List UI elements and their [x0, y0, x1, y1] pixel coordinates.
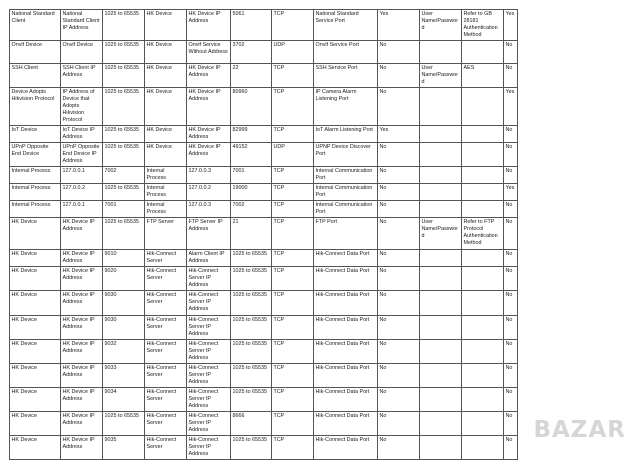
- cell-modifiable: No: [504, 388, 518, 412]
- cell-protocol: TCP: [272, 88, 314, 126]
- cell-auth-method: [420, 267, 462, 291]
- cell-modifiable: No: [504, 41, 518, 64]
- cell-encryption: [462, 291, 504, 316]
- cell-port-description: Internal Communication Port: [314, 184, 378, 201]
- cell-source-object: HK Device: [10, 364, 61, 388]
- document-page: [9, 9, 517, 460]
- table-row: [10, 267, 518, 291]
- cell-port-description: Hik-Connect Data Port: [314, 364, 378, 388]
- cell-modifiable: Yes: [504, 10, 518, 41]
- cell-port-description: Hik-Connect Data Port: [314, 267, 378, 291]
- cell-auth-method: User Name/Password: [420, 218, 462, 250]
- cell-port-description: UPNP Device Discover Port: [314, 143, 378, 167]
- cell-target-port: 22: [231, 64, 272, 88]
- cell-source-ip: HK Device IP Address: [61, 267, 103, 291]
- cell-protocol: TCP: [272, 412, 314, 436]
- cell-target-object: Hik-Connect Server: [145, 316, 187, 340]
- cell-source-port: 9020: [103, 267, 145, 291]
- cell-encryption: [462, 126, 504, 143]
- cell-target-object: HK Device: [145, 10, 187, 41]
- cell-target-object: Hik-Connect Server: [145, 388, 187, 412]
- cell-auth-method: [420, 340, 462, 364]
- cell-target-ip: HK Device IP Address: [187, 10, 231, 41]
- table-row: [10, 250, 518, 267]
- cell-protocol: TCP: [272, 167, 314, 184]
- table-row: [10, 41, 518, 64]
- cell-port-description: Hik-Connect Data Port: [314, 291, 378, 316]
- cell-encryption: [462, 340, 504, 364]
- cell-external-access: Yes: [378, 126, 420, 143]
- cell-target-port: 5061: [231, 10, 272, 41]
- cell-source-ip: HK Device IP Address: [61, 291, 103, 316]
- cell-auth-method: [420, 184, 462, 201]
- cell-port-description: IP Camera Alarm Listening Port: [314, 88, 378, 126]
- cell-source-port: 7001: [103, 201, 145, 218]
- cell-target-port: 1025 to 65535: [231, 340, 272, 364]
- cell-external-access: No: [378, 340, 420, 364]
- cell-source-object: Onvif Device: [10, 41, 61, 64]
- cell-auth-method: [420, 412, 462, 436]
- cell-target-object: HK Device: [145, 41, 187, 64]
- cell-source-port: 9034: [103, 388, 145, 412]
- cell-target-object: HK Device: [145, 143, 187, 167]
- cell-source-ip: HK Device IP Address: [61, 412, 103, 436]
- cell-encryption: [462, 184, 504, 201]
- cell-source-port: 9010: [103, 250, 145, 267]
- cell-external-access: No: [378, 41, 420, 64]
- table-row: [10, 340, 518, 364]
- cell-protocol: TCP: [272, 10, 314, 41]
- cell-target-port: 21: [231, 218, 272, 250]
- cell-source-ip: 127.0.0.1: [61, 201, 103, 218]
- table-row: [10, 388, 518, 412]
- cell-protocol: TCP: [272, 184, 314, 201]
- cell-external-access: No: [378, 291, 420, 316]
- cell-target-port: 1025 to 65535: [231, 316, 272, 340]
- cell-external-access: No: [378, 64, 420, 88]
- cell-source-port: 9032: [103, 340, 145, 364]
- cell-target-ip: Hik-Connect Server IP Address: [187, 436, 231, 460]
- cell-target-port: 1025 to 65535: [231, 267, 272, 291]
- table-row: [10, 167, 518, 184]
- cell-source-port: 1025 to 65535: [103, 412, 145, 436]
- cell-target-object: Internal Process: [145, 167, 187, 184]
- cell-target-ip: Hik-Connect Server IP Address: [187, 412, 231, 436]
- cell-auth-method: [420, 364, 462, 388]
- table-row: [10, 143, 518, 167]
- cell-source-object: HK Device: [10, 250, 61, 267]
- cell-encryption: [462, 388, 504, 412]
- cell-target-object: Hik-Connect Server: [145, 250, 187, 267]
- cell-encryption: [462, 316, 504, 340]
- cell-external-access: No: [378, 267, 420, 291]
- cell-auth-method: [420, 316, 462, 340]
- cell-port-description: National Standard Service Port: [314, 10, 378, 41]
- cell-external-access: No: [378, 88, 420, 126]
- cell-source-port: 1025 to 65535: [103, 88, 145, 126]
- cell-source-port: 1025 to 65535: [103, 184, 145, 201]
- cell-external-access: No: [378, 388, 420, 412]
- cell-auth-method: User Name/Password: [420, 64, 462, 88]
- cell-modifiable: No: [504, 167, 518, 184]
- cell-auth-method: [420, 143, 462, 167]
- cell-target-object: HK Device: [145, 126, 187, 143]
- cell-external-access: Yes: [378, 10, 420, 41]
- cell-target-port: 1025 to 65535: [231, 436, 272, 460]
- cell-target-ip: FTP Server IP Address: [187, 218, 231, 250]
- cell-protocol: TCP: [272, 291, 314, 316]
- cell-source-port: 1025 to 65535: [103, 10, 145, 41]
- bazar-watermark-logo: BAZAR: [533, 417, 626, 443]
- cell-encryption: [462, 250, 504, 267]
- cell-source-ip: 127.0.0.1: [61, 167, 103, 184]
- cell-external-access: No: [378, 201, 420, 218]
- cell-source-object: Internal Process: [10, 201, 61, 218]
- cell-external-access: No: [378, 143, 420, 167]
- table-row: [10, 364, 518, 388]
- cell-target-ip: Hik-Connect Server IP Address: [187, 291, 231, 316]
- table-row: [10, 88, 518, 126]
- cell-port-description: Onvif Service Port: [314, 41, 378, 64]
- cell-external-access: No: [378, 218, 420, 250]
- cell-auth-method: [420, 126, 462, 143]
- cell-protocol: TCP: [272, 218, 314, 250]
- cell-protocol: UDP: [272, 143, 314, 167]
- cell-source-port: 7002: [103, 167, 145, 184]
- cell-auth-method: [420, 201, 462, 218]
- cell-modifiable: No: [504, 316, 518, 340]
- cell-auth-method: [420, 250, 462, 267]
- cell-source-ip: UPnP Opposite End Device IP Address: [61, 143, 103, 167]
- cell-external-access: No: [378, 364, 420, 388]
- cell-port-description: FTP Port: [314, 218, 378, 250]
- cell-source-ip: Onvif Device: [61, 41, 103, 64]
- cell-target-port: 7001: [231, 167, 272, 184]
- cell-protocol: UDP: [272, 41, 314, 64]
- cell-modifiable: No: [504, 340, 518, 364]
- cell-auth-method: [420, 388, 462, 412]
- cell-target-port: 8666: [231, 412, 272, 436]
- cell-target-port: 49152: [231, 143, 272, 167]
- cell-source-port: 1025 to 65535: [103, 218, 145, 250]
- cell-target-ip: Hik-Connect Server IP Address: [187, 388, 231, 412]
- table-row: [10, 436, 518, 460]
- cell-target-port: 19000: [231, 184, 272, 201]
- cell-encryption: [462, 436, 504, 460]
- cell-port-description: IoT Alarm Listening Port: [314, 126, 378, 143]
- cell-port-description: Hik-Connect Data Port: [314, 316, 378, 340]
- cell-source-object: Internal Process: [10, 184, 61, 201]
- cell-modifiable: No: [504, 126, 518, 143]
- cell-modifiable: No: [504, 364, 518, 388]
- cell-target-object: HK Device: [145, 88, 187, 126]
- cell-target-object: Internal Process: [145, 184, 187, 201]
- cell-auth-method: [420, 291, 462, 316]
- cell-target-ip: HK Device IP Address: [187, 126, 231, 143]
- cell-source-ip: HK Device IP Address: [61, 250, 103, 267]
- cell-target-port: 80960: [231, 88, 272, 126]
- cell-source-ip: IoT Device IP Address: [61, 126, 103, 143]
- cell-target-object: FTP Server: [145, 218, 187, 250]
- cell-external-access: No: [378, 250, 420, 267]
- cell-encryption: [462, 201, 504, 218]
- table-row: [10, 10, 518, 41]
- cell-port-description: Internal Communication Port: [314, 201, 378, 218]
- cell-target-object: Hik-Connect Server: [145, 340, 187, 364]
- cell-target-port: 1025 to 65535: [231, 364, 272, 388]
- cell-target-ip: HK Device IP Address: [187, 88, 231, 126]
- cell-modifiable: No: [504, 250, 518, 267]
- cell-source-object: HK Device: [10, 267, 61, 291]
- cell-source-object: UPnP Opposite End Device: [10, 143, 61, 167]
- cell-target-ip: 127.0.0.2: [187, 184, 231, 201]
- cell-source-port: 9030: [103, 291, 145, 316]
- cell-target-port: 7002: [231, 201, 272, 218]
- cell-external-access: No: [378, 316, 420, 340]
- cell-target-port: 1025 to 65535: [231, 291, 272, 316]
- cell-protocol: TCP: [272, 250, 314, 267]
- cell-source-object: Internal Process: [10, 167, 61, 184]
- cell-source-object: HK Device: [10, 412, 61, 436]
- cell-modifiable: Yes: [504, 88, 518, 126]
- cell-encryption: [462, 88, 504, 126]
- cell-target-ip: HK Device IP Address: [187, 64, 231, 88]
- cell-protocol: TCP: [272, 316, 314, 340]
- cell-external-access: No: [378, 167, 420, 184]
- cell-target-object: Hik-Connect Server: [145, 412, 187, 436]
- cell-source-port: 1025 to 65535: [103, 143, 145, 167]
- cell-auth-method: [420, 167, 462, 184]
- cell-target-object: Hik-Connect Server: [145, 291, 187, 316]
- cell-source-ip: HK Device IP Address: [61, 218, 103, 250]
- cell-external-access: No: [378, 412, 420, 436]
- cell-port-description: SSH Service Port: [314, 64, 378, 88]
- cell-source-object: HK Device: [10, 436, 61, 460]
- cell-encryption: Refer to GB 28181 Authentication Method: [462, 10, 504, 41]
- cell-encryption: [462, 364, 504, 388]
- table-row: [10, 201, 518, 218]
- table-row: [10, 316, 518, 340]
- cell-source-port: 1025 to 65535: [103, 64, 145, 88]
- cell-source-ip: HK Device IP Address: [61, 340, 103, 364]
- cell-port-description: Hik-Connect Data Port: [314, 340, 378, 364]
- cell-target-port: 82999: [231, 126, 272, 143]
- cell-port-description: Hik-Connect Data Port: [314, 250, 378, 267]
- table-row: [10, 126, 518, 143]
- cell-source-port: 9035: [103, 436, 145, 460]
- port-table: [9, 9, 518, 460]
- cell-port-description: Internal Communication Port: [314, 167, 378, 184]
- cell-target-ip: Hik-Connect Server IP Address: [187, 340, 231, 364]
- cell-protocol: TCP: [272, 64, 314, 88]
- cell-target-port: 3702: [231, 41, 272, 64]
- cell-modifiable: No: [504, 291, 518, 316]
- cell-port-description: Hik-Connect Data Port: [314, 388, 378, 412]
- cell-target-ip: Hik-Connect Server IP Address: [187, 316, 231, 340]
- cell-source-ip: HK Device IP Address: [61, 388, 103, 412]
- cell-source-port: 9030: [103, 316, 145, 340]
- cell-encryption: [462, 267, 504, 291]
- cell-modifiable: No: [504, 218, 518, 250]
- cell-source-ip: SSH Client IP Address: [61, 64, 103, 88]
- cell-modifiable: No: [504, 412, 518, 436]
- cell-encryption: [462, 167, 504, 184]
- cell-auth-method: [420, 41, 462, 64]
- cell-source-ip: 127.0.0.2: [61, 184, 103, 201]
- cell-source-object: Device Adopts Hikvision Protocol: [10, 88, 61, 126]
- table-row: [10, 412, 518, 436]
- cell-auth-method: [420, 88, 462, 126]
- cell-protocol: TCP: [272, 201, 314, 218]
- cell-target-object: Hik-Connect Server: [145, 436, 187, 460]
- cell-target-ip: 127.0.0.3: [187, 167, 231, 184]
- cell-target-ip: Hik-Connect Server IP Address: [187, 267, 231, 291]
- table-row: [10, 64, 518, 88]
- cell-source-object: IoT Device: [10, 126, 61, 143]
- cell-source-ip: HK Device IP Address: [61, 364, 103, 388]
- cell-modifiable: No: [504, 64, 518, 88]
- cell-target-ip: HK Device IP Address: [187, 143, 231, 167]
- cell-external-access: No: [378, 184, 420, 201]
- cell-protocol: TCP: [272, 126, 314, 143]
- cell-modifiable: No: [504, 143, 518, 167]
- cell-modifiable: No: [504, 267, 518, 291]
- cell-auth-method: User Name/Password: [420, 10, 462, 41]
- cell-protocol: TCP: [272, 436, 314, 460]
- cell-modifiable: No: [504, 436, 518, 460]
- cell-source-ip: HK Device IP Address: [61, 316, 103, 340]
- cell-source-port: 9033: [103, 364, 145, 388]
- table-row: [10, 291, 518, 316]
- table-row: [10, 218, 518, 250]
- cell-source-object: National Standard Client: [10, 10, 61, 41]
- cell-target-object: Hik-Connect Server: [145, 364, 187, 388]
- cell-target-object: Hik-Connect Server: [145, 267, 187, 291]
- cell-encryption: [462, 412, 504, 436]
- cell-target-object: Internal Process: [145, 201, 187, 218]
- cell-target-ip: Onvif Service Without Address: [187, 41, 231, 64]
- cell-target-port: 1025 to 65535: [231, 250, 272, 267]
- cell-target-ip: Alarm Client IP Address: [187, 250, 231, 267]
- cell-source-object: HK Device: [10, 388, 61, 412]
- cell-protocol: TCP: [272, 340, 314, 364]
- cell-encryption: [462, 41, 504, 64]
- cell-auth-method: [420, 436, 462, 460]
- cell-target-port: 1025 to 65535: [231, 388, 272, 412]
- cell-protocol: TCP: [272, 364, 314, 388]
- cell-source-ip: IP Address of Device that Adopts Hikvision Protocol: [61, 88, 103, 126]
- port-table-body: [10, 10, 518, 460]
- cell-source-object: HK Device: [10, 340, 61, 364]
- cell-source-object: HK Device: [10, 316, 61, 340]
- cell-source-ip: National Standard Client IP Address: [61, 10, 103, 41]
- cell-target-ip: 127.0.0.3: [187, 201, 231, 218]
- cell-port-description: Hik-Connect Data Port: [314, 436, 378, 460]
- cell-protocol: TCP: [272, 388, 314, 412]
- cell-encryption: [462, 143, 504, 167]
- cell-protocol: TCP: [272, 267, 314, 291]
- cell-source-object: HK Device: [10, 218, 61, 250]
- cell-source-object: HK Device: [10, 291, 61, 316]
- cell-encryption: Refer to FTP Protocol Authentication Method: [462, 218, 504, 250]
- cell-source-object: SSH Client: [10, 64, 61, 88]
- cell-port-description: Hik-Connect Data Port: [314, 412, 378, 436]
- cell-source-port: 1025 to 65535: [103, 126, 145, 143]
- cell-target-object: HK Device: [145, 64, 187, 88]
- cell-modifiable: Yes: [504, 184, 518, 201]
- cell-source-port: 1025 to 65535: [103, 41, 145, 64]
- cell-external-access: No: [378, 436, 420, 460]
- cell-encryption: AES: [462, 64, 504, 88]
- cell-target-ip: Hik-Connect Server IP Address: [187, 364, 231, 388]
- cell-source-ip: HK Device IP Address: [61, 436, 103, 460]
- table-row: [10, 184, 518, 201]
- cell-modifiable: No: [504, 201, 518, 218]
